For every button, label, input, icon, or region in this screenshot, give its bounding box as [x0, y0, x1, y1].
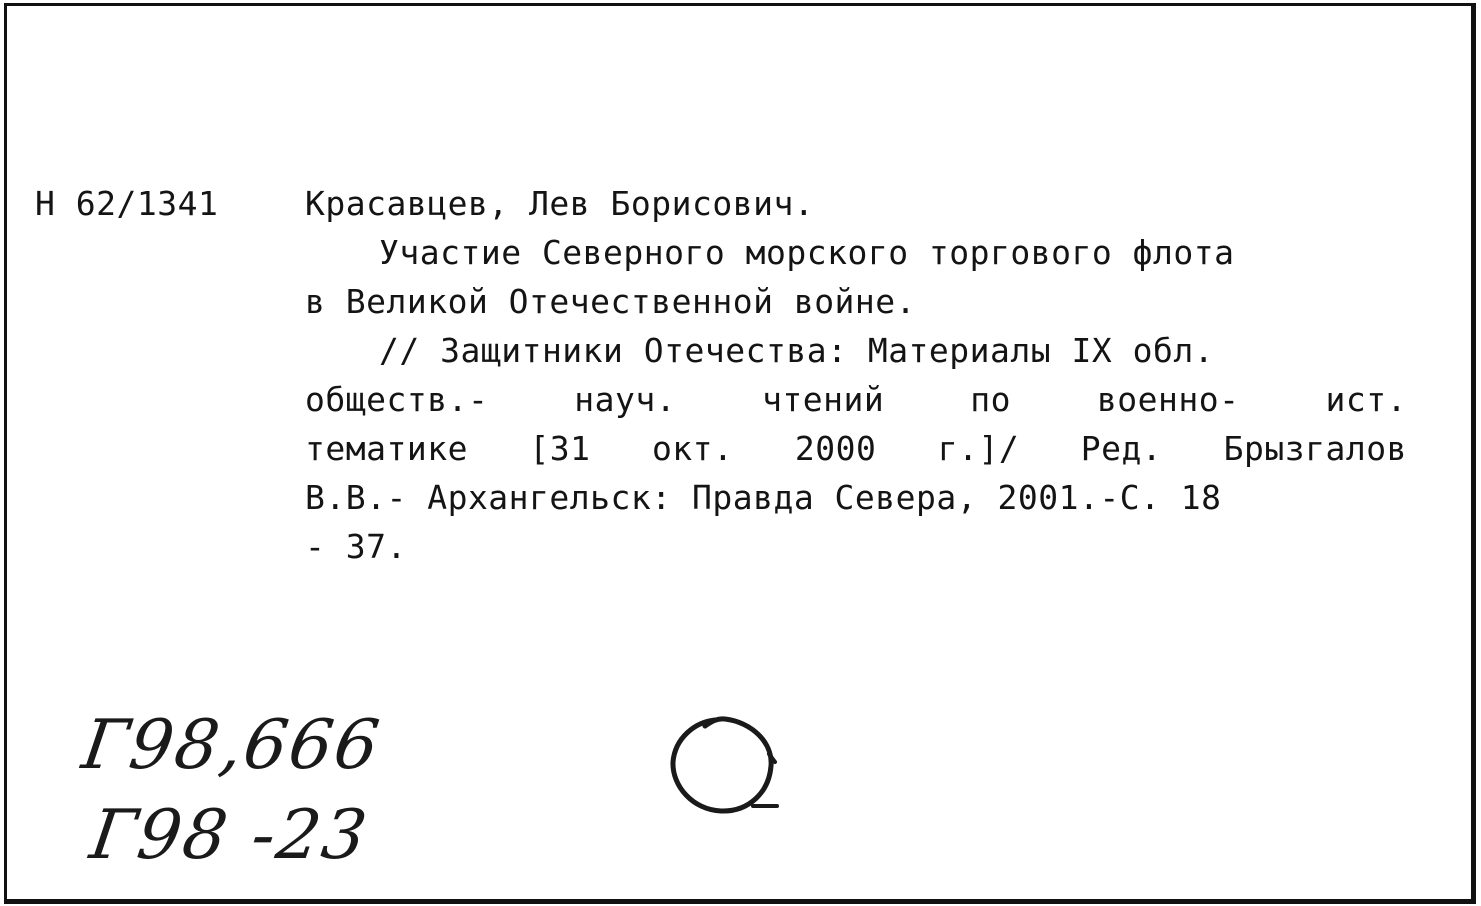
title-line-1: Участие Северного морского торгового флота — [379, 233, 1235, 272]
call-number: Н 62/1341 — [35, 184, 219, 223]
title-line-2: в Великой Отечественной войне. — [305, 282, 917, 321]
source-word: Брызгалов — [1223, 429, 1407, 468]
handwritten-shelfmark-2: Г98 -23 — [85, 796, 374, 875]
source-line-1: // Защитники Отечества: Материалы IX обл. — [379, 331, 1215, 370]
source-line-2 — [305, 375, 1407, 424]
source-line-5: - 37. — [305, 527, 407, 566]
source-word: тематике — [305, 429, 468, 468]
source-word: по — [970, 380, 1011, 419]
source-line-3 — [305, 424, 1407, 473]
source-word: науч. — [574, 380, 677, 419]
source-line-4: В.В.- Архангельск: Правда Севера, 2001.-С. 18 — [305, 478, 1222, 517]
source-word: окт. — [651, 429, 734, 468]
source-word: [31 — [529, 429, 591, 468]
source-word: г.]/ — [937, 429, 1020, 468]
catalog-card — [4, 3, 1476, 904]
source-word: обществ.- — [305, 380, 489, 419]
source-word: военно- — [1096, 380, 1240, 419]
handwritten-shelfmark-1: Г98,666 — [77, 706, 386, 785]
source-word: Ред. — [1080, 429, 1163, 468]
bibliographic-description — [305, 228, 1407, 571]
source-word: чтений — [762, 380, 885, 419]
source-word: 2000 — [794, 429, 877, 468]
circle-mark-icon — [665, 714, 783, 818]
source-word: ист. — [1325, 380, 1407, 419]
author-heading: Красавцев, Лев Борисович. — [305, 184, 815, 223]
